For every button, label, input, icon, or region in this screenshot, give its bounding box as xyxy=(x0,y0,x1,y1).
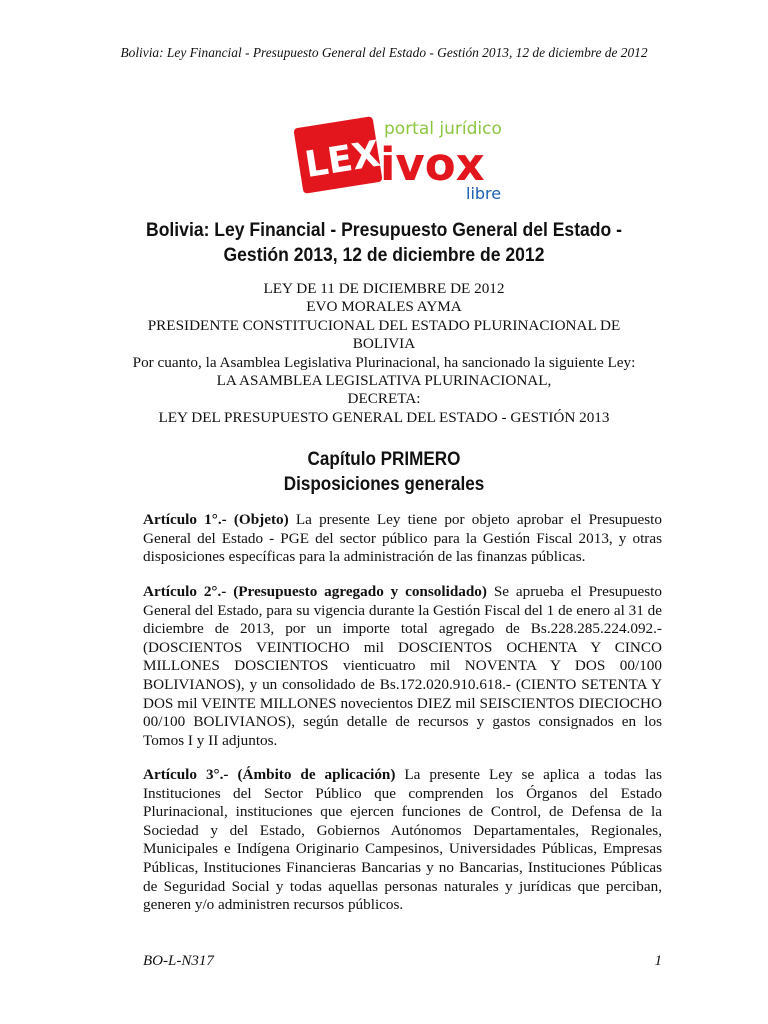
article-heading: Artículo 3°.- (Ámbito de aplicación) xyxy=(143,766,396,783)
chapter-heading xyxy=(92,447,675,497)
article-3 xyxy=(143,766,662,915)
preamble-line: LA ASAMBLEA LEGISLATIVA PLURINACIONAL, xyxy=(216,372,552,390)
lexivox-logo xyxy=(292,104,514,204)
article-2 xyxy=(143,583,662,750)
page-number: 1 xyxy=(654,953,662,969)
article-text: La presente Ley se aplica a todas las Instituciones del Sector Público que comprenden los Órganos del Estado Plurinacional, instituciones que ejercen funciones de Control, de Defensa de la Sociedad y del Estado, Gobiernos Autónomos Departamentales, Regionales, Municipales e Indígena Originario Campesinos, Universidades Públicas, Empresas Públicas, Instituciones Financieras Bancarias y no Bancarias, Instituciones Públicas de Seguridad Social y todas aquellas personas naturales y jurídicas que perciban, generen y/o administren recursos públicos. xyxy=(143,766,662,914)
law-preamble xyxy=(60,280,708,427)
article-text: La presente Ley tiene por objeto aprobar el Presupuesto General del Estado - PGE del sector público para la Gestión Fiscal 2013, y otras disposiciones específicas para la administración de las finanzas públicas. xyxy=(143,511,662,566)
preamble-line: EVO MORALES AYMA xyxy=(306,298,462,316)
document-title xyxy=(92,218,675,268)
article-text: Se aprueba el Presupuesto General del Estado, para su vigencia durante la Gestión Fiscal del 1 de enero al 31 de diciembre de 2013, por un importe total agregado de Bs.228.285.224.092.- (DOSCIENTOS VEINTIOCHO mil DOSCIENTOS OCHENTA Y CINCO MILLONES DOSCIENTOS vienticuatro mil NOVENTA Y DOS 00/100 BOLIVIANOS), y un consolidado de Bs.172.020.910.618.- (CIENTO SETENTA Y DOS mil VEINTE MILLONES novecientos DIEZ mil SEISCIENTOS DIECIOCHO 00/100 BOLIVIANOS), según detalle de recursos y gastos consignados en los Tomos I y II adjuntos. xyxy=(143,583,662,749)
preamble-line: LEY DE 11 DE DICIEMBRE DE 2012 xyxy=(263,280,505,297)
document-code: BO-L-N317 xyxy=(143,953,214,969)
document-title-line-2: Gestión 2013, 12 de diciembre de 2012 xyxy=(223,244,545,266)
running-header: Bolivia: Ley Financial - Presupuesto General del Estado - Gestión 2013, 12 de diciembre de 2012 xyxy=(120,45,648,60)
logo-lex-text: LEX xyxy=(302,133,383,186)
lex-emblem xyxy=(293,116,383,194)
preamble-line: LEY DEL PRESUPUESTO GENERAL DEL ESTADO - GESTIÓN 2013 xyxy=(158,408,610,426)
document-title-line-1: Bolivia: Ley Financial - Presupuesto General del Estado - xyxy=(146,219,622,241)
preamble-line: DECRETA: xyxy=(347,390,421,408)
logo-vox-text: ivox xyxy=(380,138,485,191)
article-1 xyxy=(143,511,662,567)
preamble-line: Por cuanto, la Asamblea Legislativa Plurinacional, ha sancionado la siguiente Ley: xyxy=(132,353,636,371)
preamble-line: BOLIVIA xyxy=(352,335,416,353)
logo-portal-text: portal jurídico xyxy=(384,119,502,139)
preamble-line: PRESIDENTE CONSTITUCIONAL DEL ESTADO PLURINACIONAL DE xyxy=(147,316,621,334)
logo-libre-text: libre xyxy=(466,184,502,203)
article-heading: Artículo 2°.- (Presupuesto agregado y consolidado) xyxy=(143,583,487,600)
chapter-name: Disposiciones generales xyxy=(283,474,485,495)
article-heading: Artículo 1°.- (Objeto) xyxy=(143,511,289,528)
chapter-number: Capítulo PRIMERO xyxy=(307,449,461,470)
